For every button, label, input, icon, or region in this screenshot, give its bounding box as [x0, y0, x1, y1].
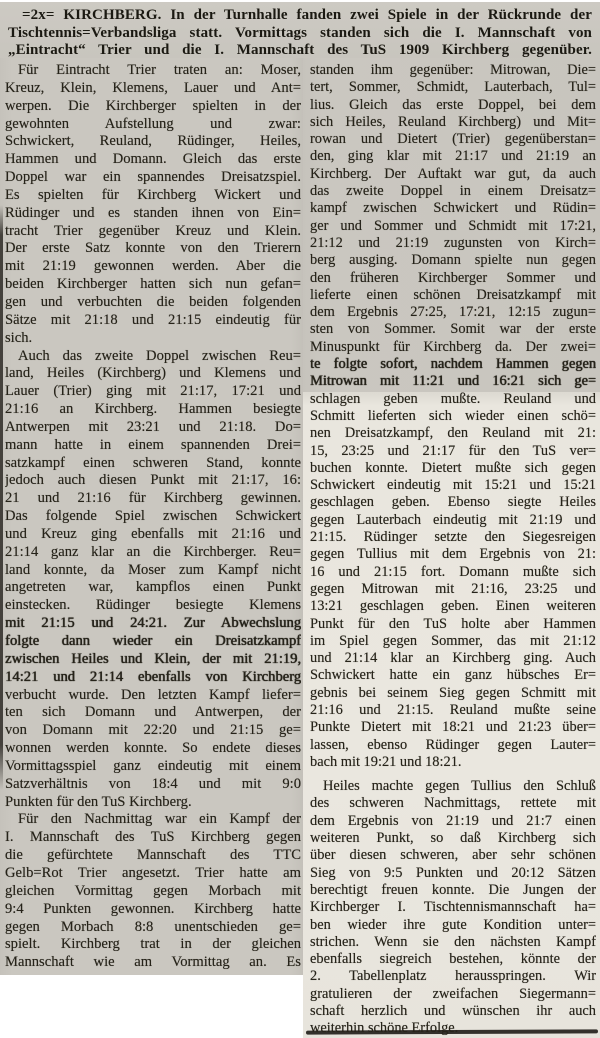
text-line: 2. Tabellenplatz herausspringen. Wir: [310, 968, 596, 985]
text-line: Minuspunkt für Kirchberg da. Der zwei=: [310, 338, 596, 355]
text-line: 21:16 an Kirchberg. Hammen besiegte: [5, 401, 301, 418]
paragraph: [310, 778, 596, 1037]
text-line: land, Heiles (Kirchberg) und Klemens und: [5, 365, 301, 382]
text-line: dem Ergebnis 27:25, 17:21, 12:15 zugun=: [310, 304, 596, 321]
text-line: schaft herzlich und wünschen ihr auch: [310, 1003, 596, 1020]
text-line: Antwerpen mit 23:21 und 21:18. Do=: [5, 418, 301, 435]
text-line: Schwickert hatte ein ganz hübsches Er=: [310, 667, 596, 684]
text-line: Doppel war ein spannendes Dreisatzspiel.: [5, 169, 301, 186]
text-line: Auch das zweite Doppel zwischen Reu=: [18, 347, 301, 364]
text-line: Punkte Dietert mit 18:21 und 21:23 über=: [310, 719, 596, 736]
text-line: 21:16 und 21:15. Reuland mußte seine: [310, 701, 596, 718]
text-line: Punkt für den TuS holte aber Hammen: [310, 615, 596, 632]
text-line: gen und verbuchten die beiden folgenden: [5, 293, 301, 310]
text-line: sich.: [5, 329, 33, 346]
text-line: ger und Sommer und Schmidt mit 17:21,: [310, 217, 596, 234]
text-line: Sieg von 9:5 Punkten und 20:12 Sätzen: [310, 864, 596, 881]
text-line: mann hatte in einem spannenden Drei=: [5, 436, 301, 453]
text-line: lius. Gleich das erste Doppel, bei dem: [310, 96, 596, 113]
text-line: I. Mannschaft des TuS Kirchberg gegen: [5, 829, 301, 846]
text-line: Für Eintracht Trier traten an: Moser,: [18, 62, 301, 78]
text-line: Kirchberger I. Tischtennismannschaft ha=: [310, 899, 596, 916]
text-line: Gelb=Rot Trier angesetzt. Trier hatte am: [5, 864, 301, 881]
header-line: =2x= KIRCHBERG. In der Turnhalle fanden zwei Spiele in der Rückrunde der: [22, 7, 592, 23]
text-line: tert, Sommer, Schmidt, Lauterbach, Tul=: [310, 79, 596, 96]
text-line: einstecken. Rüdinger besiegte Klemens: [5, 597, 301, 614]
text-line: gegen Tullius mit dem Ergebnis von 21:: [310, 546, 596, 563]
text-line: dem Ergebnis von 21:19 und 21:7 einen: [310, 812, 596, 829]
text-line: beiden Kirchberger hatten sich nun gefan=: [5, 276, 301, 293]
text-line: weiterhin schöne Erfolge.: [310, 1020, 459, 1037]
text-line: Der erste Satz konnte von den Trierern: [5, 240, 301, 257]
text-line: zwischen Heiles und Klein, der mit 21:19,: [5, 650, 301, 667]
text-line: Punkten für den TuS Kirchberg.: [5, 793, 192, 810]
text-line: über diesen schweren, aber sehr schönen: [310, 847, 596, 864]
text-line: gegen Morbach 8:8 unentschieden ge=: [5, 918, 301, 935]
text-line: sten von Sommer. Somit war der erste: [310, 321, 596, 338]
text-line: Lauer (Trier) ging mit 21:17, 17:21 und: [5, 383, 301, 400]
text-line: ben wieder ihre gute Kondition unter=: [310, 916, 596, 933]
header-line: Tischtennis=Verbandsliga statt. Vormittags standen sich die I. Mannschaft von: [8, 24, 592, 41]
text-line: 15, 23:25 und 21:17 für den TuS ver=: [310, 442, 596, 459]
text-line: werpen. Die Kirchberger spielten in der: [5, 97, 301, 114]
text-line: und 21:14 klar an Kirchberg ging. Auch: [310, 650, 596, 667]
text-line: Mannschaft wie am Vormittag an. Es: [5, 954, 301, 971]
text-line: 9:4 Punkten gewonnen. Kirchberg hatte: [5, 900, 301, 917]
paragraph: [5, 811, 301, 972]
column-right: [310, 62, 596, 1038]
text-line: buchen konnte. Dietert mußte sich gegen: [310, 459, 596, 476]
text-line: kampf zwischen Schwickert und Rüdin=: [310, 200, 596, 217]
text-line: gebnis bei seinem Sieg gegen Schmitt mit: [310, 684, 596, 701]
text-line: des schweren Nachmittags, rettete mit: [310, 795, 596, 812]
text-line: verbucht wurde. Den letzten Kampf liefer=: [5, 686, 301, 703]
text-line: angetreten war, kampflos einen Punkt: [5, 579, 301, 596]
column-left: [5, 62, 301, 972]
text-line: Für den Nachmittag war ein Kampf der: [18, 811, 301, 828]
text-line: die gefürchtete Mannschaft des TTC: [5, 847, 301, 864]
text-line: ebenfalls siegreich bestehen, könnte der: [310, 951, 596, 968]
text-line: ten sich Domann und Antwerpen, der: [5, 704, 301, 721]
text-line: mit 21:15 und 24:21. Zur Abwechslung: [5, 615, 301, 632]
text-line: und Kreuz ging ebenfalls mit 21:16 und: [5, 525, 301, 542]
text-line: Sätze mit 21:18 und 21:15 eindeutig für: [5, 311, 301, 328]
text-line: 21 und 21:16 für Kirchberg gewinnen.: [5, 490, 301, 507]
text-line: te folgte sofort, nachdem Hammen gegen: [310, 356, 596, 373]
text-line: lieferte einen schönen Dreisatzkampf mit: [310, 286, 596, 303]
text-line: weiteren Punkt, so daß Kirchberg sich: [310, 830, 596, 847]
text-line: Kirchberg. Der Auftakt war gut, da auch: [310, 165, 596, 182]
text-line: wonnen werden konnte. So endete dieses: [5, 740, 301, 757]
paragraph: [310, 62, 596, 771]
text-line: von Domann mit 22:20 und 21:15 ge=: [5, 722, 301, 739]
text-line: Hammen und Domann. Gleich das erste: [5, 151, 301, 168]
text-line: bach mit 19:21 und 18:21.: [310, 753, 462, 770]
text-line: folgte dann wieder ein Dreisatzkampf: [5, 633, 301, 649]
text-line: Es spielten für Kirchberg Wickert und: [5, 186, 301, 203]
text-line: Mitrowan mit 11:21 und 16:21 sich ge=: [310, 373, 596, 390]
text-line: rowan und Dietert (Trier) gegenüberstan=: [310, 131, 596, 148]
text-line: strichen. Wenn sie den nächsten Kampf: [310, 933, 596, 950]
text-line: Kreuz, Klein, Klemens, Lauer und Ant=: [5, 79, 301, 96]
text-line: land konnte, da Moser zum Kampf nicht: [5, 561, 301, 578]
text-line: Schwickert, Reuland, Rüdinger, Heiles,: [5, 133, 301, 150]
text-line: schlagen geben mußte. Reuland und: [310, 390, 596, 407]
text-line: Schwickert eindeutig mit 15:21 und 15:21: [310, 477, 596, 494]
text-line: 14:21 und 21:14 ebenfalls von Kirchberg: [5, 668, 301, 685]
paragraph: [5, 62, 301, 348]
text-line: berechtigt freuen konnte. Die Jungen der: [310, 881, 596, 898]
text-line: den früheren Kirchberger Sommer und: [310, 269, 596, 286]
text-line: satzkampf einen schweren Stand, konnte: [5, 454, 301, 471]
text-line: das zweite Doppel in einem Dreisatz=: [310, 183, 596, 200]
text-line: standen ihm gegenüber: Mitrowan, Die=: [310, 62, 596, 78]
article-header: [8, 7, 592, 60]
text-line: Rüdinger und es standen ihnen von Ein=: [5, 204, 301, 221]
text-line: Das folgende Spiel zwischen Schwickert: [5, 508, 301, 525]
text-line: gegen Mitrowan mit 21:16, 23:25 und: [310, 580, 596, 597]
text-line: mit 21:19 gewonnen werden. Aber die: [5, 258, 301, 275]
text-line: Vormittagsspiel ganz eindeutig mit einem: [5, 757, 301, 774]
text-line: 21:14 ganz klar an die Kirchberger. Reu=: [5, 543, 301, 560]
scan-edge-artifact-left: [0, 205, 3, 790]
text-line: 16 und 21:15 fort. Domann mußte sich: [310, 563, 596, 580]
text-line: den, ging klar mit 21:17 und 21:19 an: [310, 148, 596, 165]
text-line: tracht Trier gegenüber Kreuz und Klein.: [5, 222, 301, 239]
text-line: geschlagen geben. Ebenso siegte Heiles: [310, 494, 596, 511]
text-line: Satzverhältnis von 18:4 und mit 9:0: [5, 775, 301, 792]
text-line: gegen Lauterbach eindeutig mit 21:19 und: [310, 511, 596, 528]
text-line: lassen, ebenso Rüdinger gegen Lauter=: [310, 736, 596, 753]
text-line: Schmitt lieferten sich wieder einen schö=: [310, 407, 596, 424]
header-line: „Eintracht“ Trier und die I. Mannschaft des TuS 1909 Kirchberg gegenüber.: [8, 42, 592, 59]
text-line: 13:21 geschlagen geben. Einen weiteren: [310, 598, 596, 615]
text-line: berg ausging. Domann spielte nun gegen: [310, 252, 596, 269]
text-line: jedoch auch diesen Punkt mit 21:17, 16:: [5, 472, 301, 489]
text-line: im Spiel gegen Sommer, das mit 21:12: [310, 632, 596, 649]
text-line: spielt. Kirchberg trat in der gleichen: [5, 936, 301, 953]
text-line: 21:12 und 21:19 zugunsten von Kirch=: [310, 234, 596, 251]
paragraph: [5, 348, 301, 812]
text-line: gewohnten Aufstellung und zwar:: [5, 115, 301, 132]
text-line: 21:15. Rüdinger setzte den Siegesreigen: [310, 529, 596, 546]
text-line: Heiles machte gegen Tullius den Schluß: [323, 778, 596, 795]
text-line: nen Dreisatzkampf, den Reuland mit 21:: [310, 425, 596, 442]
text-line: sich Heiles, Reuland Kirchberg) und Mit=: [310, 113, 596, 130]
text-line: gleichen Vormittag gegen Morbach mit: [5, 882, 301, 899]
text-line: gratulieren der zweifachen Siegermann=: [310, 985, 596, 1002]
